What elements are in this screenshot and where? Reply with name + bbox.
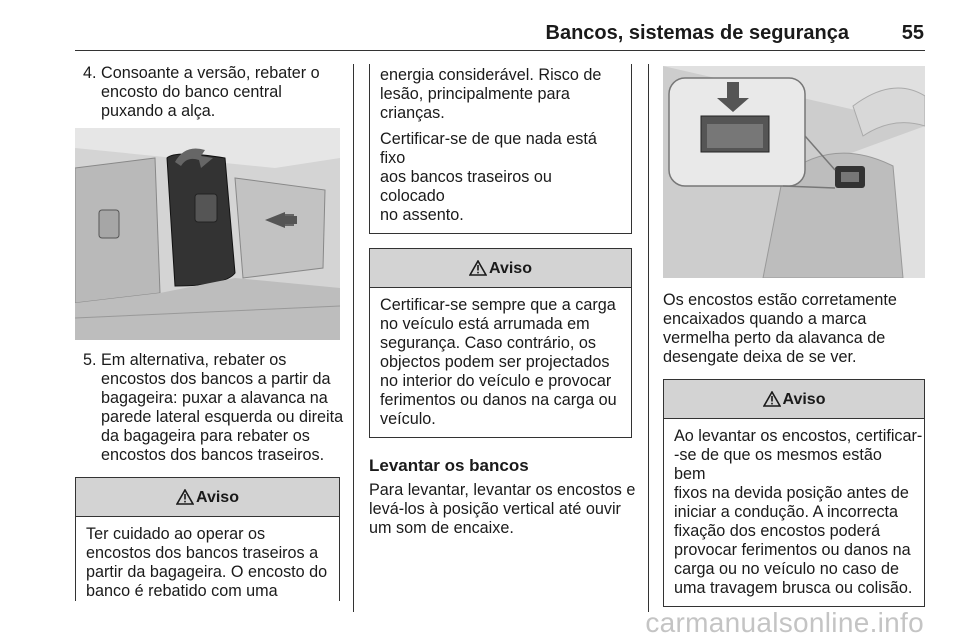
- warning-line: energia considerável. Risco de: [380, 66, 602, 84]
- page-number: 55: [901, 22, 924, 44]
- warning-triangle-icon: [763, 391, 781, 407]
- column-1: [75, 64, 344, 601]
- warning-line: segurança. Caso contrário, os: [380, 334, 596, 352]
- warning-continued-body: [370, 64, 631, 233]
- warning-line: aos bancos traseiros ou colocado: [380, 168, 552, 205]
- step-5-number: 5.: [83, 351, 97, 369]
- warning-line: banco é rebatido com uma: [86, 582, 278, 600]
- warning-box-1: [75, 477, 340, 601]
- step-5-line: Em alternativa, rebater os: [101, 351, 287, 369]
- release-mark-illustration: [663, 66, 925, 278]
- step-5-line: encostos dos bancos a partir da: [101, 370, 331, 388]
- paragraph-line: um som de encaixe.: [369, 519, 514, 537]
- warning-triangle-icon: [176, 489, 194, 505]
- warning-line: uma travagem brusca ou colisão.: [674, 579, 913, 597]
- step-4: [75, 64, 340, 121]
- warning-box-3: [663, 379, 925, 607]
- warning-line: provocar ferimentos ou danos na: [674, 541, 911, 559]
- paragraph-line: encaixados quando a marca: [663, 310, 867, 328]
- paragraph-line: desengate deixa de se ver.: [663, 348, 857, 366]
- warning-line: ferimentos ou danos na carga ou: [380, 391, 617, 409]
- step-4-number: 4.: [83, 64, 97, 82]
- column-2: [369, 64, 636, 538]
- warning-header: [76, 478, 339, 517]
- column-divider-right: [648, 64, 649, 612]
- warning-line: partir da bagageira. O encosto do: [86, 563, 328, 581]
- watermark: carmanualsonline.info: [645, 607, 924, 638]
- seat-fold-illustration: [75, 128, 340, 340]
- warning-line: encostos dos bancos traseiros a: [86, 544, 319, 562]
- step-4-line: Consoante a versão, rebater o: [101, 64, 320, 82]
- warning-line: objectos podem ser projectados: [380, 353, 610, 371]
- paragraph-line: levá-los à posição vertical até ouvir: [369, 500, 621, 518]
- warning-body: [76, 517, 339, 601]
- warning-title: Aviso: [196, 488, 239, 506]
- header-rule: [75, 50, 925, 51]
- step-4-line: encosto do banco central: [101, 83, 282, 101]
- warning-line: crianças.: [380, 104, 445, 122]
- warning-line: carga ou no veículo no caso de: [674, 560, 899, 578]
- paragraph-line: vermelha perto da alavanca de: [663, 329, 886, 347]
- section-paragraph: [369, 481, 636, 538]
- release-mark-paragraph: [663, 291, 925, 367]
- warning-line: iniciar a condução. A incorrecta: [674, 503, 899, 521]
- warning-line: no interior do veículo e provocar: [380, 372, 612, 390]
- paragraph-line: Para levantar, levantar os encostos e: [369, 481, 636, 499]
- warning-line: Certificar-se de que nada está fixo: [380, 130, 597, 167]
- paragraph-line: Os encostos estão corretamente: [663, 291, 897, 309]
- warning-line: -se de que os mesmos estão bem: [674, 446, 882, 483]
- step-5-line: parede lateral esquerda ou direita: [101, 408, 344, 426]
- step-5-line: da bagageira para rebater os: [101, 427, 310, 445]
- warning-title: Aviso: [782, 390, 826, 408]
- warning-line: fixação dos encostos poderá: [674, 522, 881, 540]
- step-5-line: bagageira: puxar a alavanca na: [101, 389, 328, 407]
- warning-line: Certificar-se sempre que a carga: [380, 296, 616, 314]
- column-3: [663, 64, 925, 607]
- header-title: Bancos, sistemas de segurança: [545, 22, 849, 44]
- warning-line: lesão, principalmente para: [380, 85, 570, 103]
- step-5-line: encostos dos bancos traseiros.: [101, 446, 325, 464]
- step-4-line: puxando a alça.: [101, 102, 216, 120]
- warning-title: Aviso: [489, 259, 532, 277]
- warning-triangle-icon: [469, 260, 487, 276]
- warning-header: [664, 380, 924, 419]
- warning-line: Ao levantar os encostos, certificar-: [674, 427, 923, 445]
- warning-line: Ter cuidado ao operar os: [86, 525, 266, 543]
- warning-box-1-continued: [369, 64, 632, 234]
- column-divider-left: [353, 64, 354, 612]
- warning-line: veículo.: [380, 410, 436, 428]
- section-heading: Levantar os bancos: [369, 456, 529, 475]
- warning-line: no veículo está arrumada em: [380, 315, 590, 333]
- warning-body: [664, 419, 924, 606]
- warning-line: no assento.: [380, 206, 464, 224]
- warning-body: [370, 288, 631, 437]
- warning-header: [370, 249, 631, 288]
- warning-line: fixos na devida posição antes de: [674, 484, 909, 502]
- warning-box-2: [369, 248, 632, 438]
- step-5: [75, 351, 344, 465]
